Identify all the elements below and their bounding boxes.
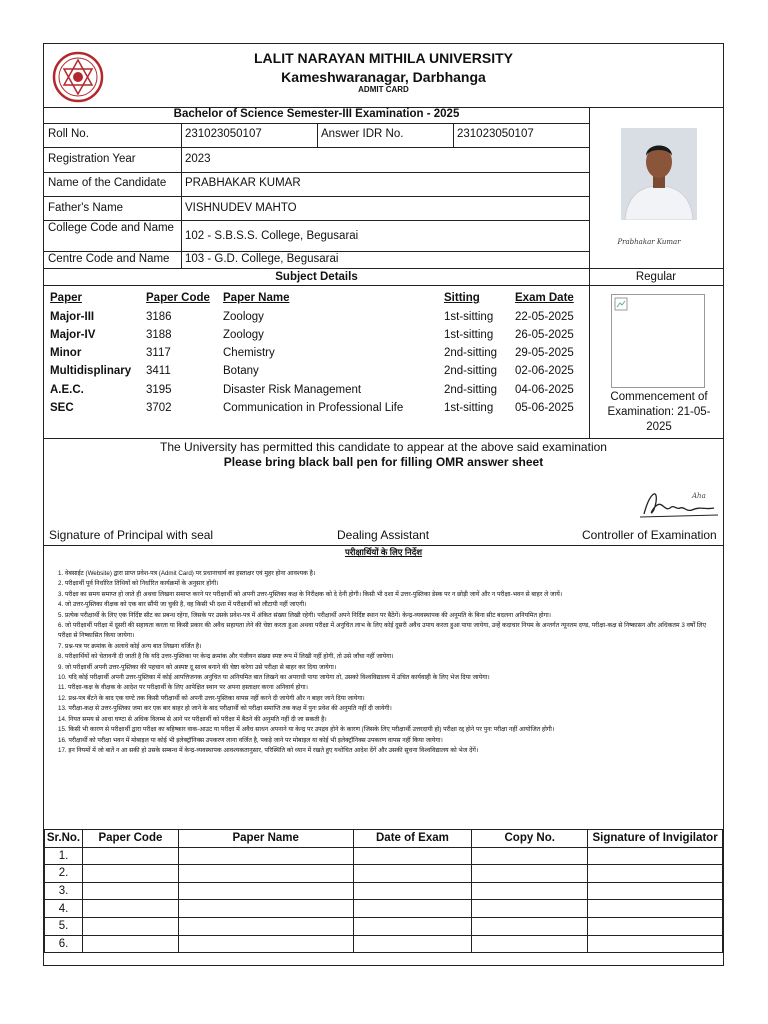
empty-cell: [588, 935, 723, 953]
father-label: Father's Name: [48, 202, 124, 214]
centre-value: 103 - G.D. College, Begusarai: [185, 253, 339, 265]
university-name: LALIT NARAYAN MITHILA UNIVERSITY: [253, 50, 513, 66]
subject-date: 22-05-2025: [515, 311, 574, 323]
instruction-item: 11. परीक्षा-कक्ष के वीक्षक के आदेश पर परीक्षार्थी के लिए आपेक्षित स्थान पर अपना हस्ताक्षर करना अनिवार्य होगा।: [58, 684, 308, 692]
instruction-item: 1. वेबसाईट (Website) द्वारा प्राप्त प्रवेश-पत्र (Admit Card) पर प्रधानाचार्य का हस्ताक्षर एवं मुहर होना आवश्यक है।: [58, 570, 316, 577]
table-row: [45, 847, 723, 865]
roll-value: 231023050107: [185, 128, 262, 140]
permission-notice: The University has permitted this candidate to appear at the above said examination: [160, 440, 607, 454]
table-row: [45, 865, 723, 883]
empty-cell: [588, 917, 723, 935]
instruction-item: 6. जो परीक्षार्थी परीक्षा में दूसरी की सहायता करता या किसी प्रकार की अवैध सहायता लेने की चेष्टा करता हुआ अथवा परीक्षा में अनुचित लाभ के लिए कोई दूसरी अवैध उपाय करता हुआ पाया जायेगा, उन्हें कदाचार नियम के अन्तर्गत न्यूनतम दण्ड, परीक्षा-कक्ष से निष्कासन और अधिकतम 3 वर्षों लिए परीक्षा से निष्कासित किया जायेगा।: [58, 622, 707, 640]
instruction-item: 14. नियत समय से आधा घण्टा से अधिक विलम्ब से आने पर परीक्षार्थी को परीक्षा में बैठने की अनुमति नहीं दी जा सकती है।: [58, 715, 327, 723]
omr-pen-notice: Please bring black ball pen for filling OMR answer sheet: [223, 455, 544, 469]
regyear-label: Registration Year: [48, 153, 136, 165]
admit-card: [43, 43, 724, 966]
candidate-status: Regular: [635, 271, 677, 283]
sr-no-cell: 6.: [45, 935, 83, 953]
name-label: Name of the Candidate: [48, 177, 167, 189]
sr-no-cell: 2.: [45, 865, 83, 883]
regyear-value: 2023: [185, 153, 211, 165]
centre-label: Centre Code and Name: [48, 253, 170, 265]
subject-details-heading: Subject Details: [275, 271, 358, 283]
subject-sitting: 2nd-sitting: [444, 384, 498, 396]
grid-line: [44, 268, 723, 269]
grid-line: [181, 123, 182, 268]
candidate-signature: [599, 232, 699, 254]
instruction-item: 10. यदि कोई परीक्षार्थी अपनी उत्तर-पुस्तिका में कोई आपत्तिजनक अनुचित या अनियमित बात लिखने का अपराधी पाया जायेगा तो, उसको विश्वविद्यालय में उचित कार्यवाही के लिए भेज दिया जायेगा।: [58, 674, 490, 682]
subject-code: 3195: [146, 384, 172, 396]
subject-name: Chemistry: [223, 347, 275, 359]
subject-paper: SEC: [50, 402, 74, 414]
instruction-item: 8. परीक्षार्थियों को चेतावनी दी जाती है कि यदि उत्तर-पुस्तिका पर केन्द्र क्रमांक और पंजीयन संख्या स्पष्ट रूप में लिखी नहीं होगी, तो उसे जाँचा नहीं जायेगा।: [58, 653, 394, 661]
subject-paper: Major-IV: [50, 329, 96, 341]
col-paper-name: Paper Name: [178, 830, 353, 848]
empty-cell: [82, 882, 178, 900]
col-paper-code: Paper Code: [146, 292, 210, 304]
grid-line: [453, 123, 454, 147]
subject-sitting: 1st-sitting: [444, 402, 494, 414]
col-paper-name: Paper Name: [223, 292, 290, 304]
empty-cell: [588, 900, 723, 918]
empty-cell: [353, 882, 472, 900]
empty-cell: [353, 847, 472, 865]
grid-line: [44, 172, 589, 173]
controller-signature: [634, 484, 724, 524]
invigilator-table: [44, 829, 723, 953]
empty-cell: [178, 865, 353, 883]
instruction-item: 17. इन नियमों में जो बातें न आ सकी हो उसके सम्बन्ध में केन्द्र-व्यवस्थापक आवश्यकतानुसार, परिस्थिति को ध्यान में रखते हुए यथोचित आदेश देंगें और उसकी सूचना विश्वविद्यालय को भेज देंगें।: [58, 746, 479, 754]
instruction-item: 15. किसी भी कारण से परीक्षार्थी द्वारा परीक्षा का बहिष्कार वाक-आउट या परीक्षा में अवैध साधन अपनाने या केन्द्र पर उपद्रव होने के कारण (जिसके लिए परीक्षार्थी उत्तरदायी हो) परीक्षा रद्द होने पर पुनः परीक्षा नहीं आयोजित होगी।: [58, 726, 555, 734]
university-location: Kameshwaranagar, Darbhanga: [281, 69, 486, 85]
subject-code: 3411: [146, 365, 171, 377]
empty-cell: [353, 865, 472, 883]
empty-cell: [353, 935, 472, 953]
candidate-signature-text: Prabhakar Kumar: [617, 238, 681, 246]
sr-no-cell: 1.: [45, 847, 83, 865]
empty-cell: [472, 865, 588, 883]
candidate-photo: [621, 128, 697, 220]
subject-name: Disaster Risk Management: [223, 384, 362, 396]
subject-date: 29-05-2025: [515, 347, 574, 359]
subject-name: Botany: [223, 365, 259, 377]
empty-cell: [472, 882, 588, 900]
idr-label: Answer IDR No.: [321, 128, 404, 140]
instruction-item: 7. प्रश्न-पत्र पर क्रमांक के अलावे कोई अन्य बात लिखना वर्जित है।: [58, 642, 202, 650]
empty-cell: [353, 900, 472, 918]
empty-cell: [472, 900, 588, 918]
subject-date: 05-06-2025: [515, 402, 574, 414]
document-type: ADMIT CARD: [358, 85, 409, 94]
empty-cell: [178, 900, 353, 918]
sr-no-cell: 4.: [45, 900, 83, 918]
subject-paper: Major-III: [50, 311, 95, 323]
empty-cell: [472, 917, 588, 935]
instructions-title: परीक्षार्थियों के लिए निर्देश: [344, 547, 423, 557]
empty-cell: [82, 865, 178, 883]
exam-title: Bachelor of Science Semester-III Examination - 2025: [173, 108, 460, 120]
subject-date: 02-06-2025: [515, 365, 574, 377]
grid-line: [44, 545, 723, 546]
grid-line: [589, 285, 590, 438]
empty-cell: [588, 847, 723, 865]
subject-paper: A.E.C.: [50, 384, 84, 396]
instruction-item: 13. परीक्षा-कक्ष से उत्तर-पुस्तिका जमा कर एक बार बाहर हो जाने के बाद परीक्षार्थी को परीक्षा समाप्ति तक कक्ष में पुनः प्रवेश की अनुमति नहीं दी जायेगी।: [58, 705, 392, 713]
grid-line: [44, 196, 589, 197]
subject-paper: Multidisplinary: [50, 365, 132, 377]
col-exam-date: Exam Date: [515, 292, 574, 304]
empty-cell: [178, 847, 353, 865]
controller-signature-text: Aha: [692, 492, 706, 500]
subject-name: Zoology: [223, 311, 264, 323]
col-signature-invigilator: Signature of Invigilator: [588, 830, 723, 848]
sr-no-cell: 5.: [45, 917, 83, 935]
subject-sitting: 1st-sitting: [444, 329, 494, 341]
empty-cell: [82, 935, 178, 953]
controller-label: Controller of Examination: [582, 528, 717, 542]
empty-cell: [82, 917, 178, 935]
col-paper: Paper: [50, 292, 82, 304]
empty-cell: [82, 847, 178, 865]
principal-signature-label: Signature of Principal with seal: [49, 528, 214, 542]
instruction-item: 3. परीक्षा का समय समाप्त हो जाते ही अथवा लिखना समाप्त करने पर परीक्षार्थी को अपनी उत्तर-पुस्तिका कक्ष के निरीक्षक को दे देनी होगी। किसी भी दशा में उत्तर-पुस्तिका डेस्क पर न छोड़ी जायें और न परीक्षा-भवन से बाहर ले जायें।: [58, 590, 563, 598]
subject-paper: Minor: [50, 347, 82, 359]
empty-cell: [588, 882, 723, 900]
instruction-item: 12. प्रश्न-पत्र बँटने के बाद एक घण्टे तक किसी परीक्षार्थी को अपनी उत्तर-पुस्तिका वापस नहीं करने दी जायेगी और न बाहर जाने दिया जायेगा।: [58, 694, 365, 702]
college-label: College Code and Name: [48, 222, 174, 234]
subject-code: 3186: [146, 311, 172, 323]
header: [44, 44, 723, 108]
subject-date: 04-06-2025: [515, 384, 574, 396]
grid-line: [44, 251, 589, 252]
grid-line: [44, 285, 723, 286]
empty-cell: [82, 900, 178, 918]
invigilator-header-row: [45, 830, 723, 848]
col-date-of-exam: Date of Exam: [353, 830, 472, 848]
col-sitting: Sitting: [444, 292, 480, 304]
col-paper-code: Paper Code: [82, 830, 178, 848]
grid-line: [44, 147, 589, 148]
grid-line: [44, 438, 723, 439]
col-sr-no: Sr.No.: [45, 830, 83, 848]
empty-cell: [472, 935, 588, 953]
subject-date: 26-05-2025: [515, 329, 574, 341]
table-row: [45, 917, 723, 935]
instructions-list: [58, 569, 718, 756]
instruction-item: 2. परीक्षार्थी पूर्व निर्धारित तिथियों को निर्धारित कार्यक्रमों के अनुसार होंगी।: [58, 580, 219, 588]
dealing-assistant-label: Dealing Assistant: [337, 528, 430, 542]
subject-code: 3188: [146, 329, 172, 341]
subject-name: Communication in Professional Life: [223, 402, 404, 414]
subject-sitting: 2nd-sitting: [444, 365, 498, 377]
father-value: VISHNUDEV MAHTO: [185, 202, 297, 214]
empty-cell: [178, 935, 353, 953]
table-row: [45, 900, 723, 918]
instruction-item: 4. जो उत्तर-पुस्तिका वीक्षक को एक बार सौंपी जा चुकी है, वह किसी भी दशा में परीक्षार्थी को लौटायी नहीं जाएगी।: [58, 601, 307, 609]
name-value: PRABHAKAR KUMAR: [185, 177, 301, 189]
broken-image-icon: [611, 294, 705, 388]
instruction-item: 5. प्रत्येक परीक्षार्थी के लिए एक निर्दिष्ट सीट का प्रबन्ध रहेगा, जिसके पर उसके प्रवेश-पत्र में अंकित संख्या लिखी रहेगी। परीक्षार्थी अपने निर्दिष्ट स्थान पर बैठेंगें। केन्द्र-व्यवस्थापक की अनुमति के बिना सीट बदलना अनियमित होगा।: [58, 611, 552, 619]
subject-sitting: 1st-sitting: [444, 311, 494, 323]
subject-name: Zoology: [223, 329, 264, 341]
empty-cell: [588, 865, 723, 883]
grid-line: [317, 123, 318, 147]
col-copy-no: Copy No.: [472, 830, 588, 848]
table-row: [45, 882, 723, 900]
empty-cell: [178, 917, 353, 935]
instruction-item: 16. परीक्षार्थी को परीक्षा भवन में मोबाइल या कोई भी इलेक्ट्रॉनिक्स उपकरण लाना वर्जित है, पकड़े जाने पर मोबाइल या कोई भी इलेक्ट्रॉनिक्स उपकरण वापस नहीं किया जायेगा।: [58, 736, 443, 744]
commencement-date: Commencement of Examination: 21-05-2025: [607, 391, 711, 433]
college-value: 102 - S.B.S.S. College, Begusarai: [185, 230, 359, 242]
table-row: [45, 935, 723, 953]
instruction-item: 9. जो परीक्षार्थी अपनी उत्तर-पुस्तिका की पहचान को अस्पष्ट दू साध्य बनाने की चेष्टा करेगा उसे परीक्षा से बाहर कर दिया जायेगा।: [58, 663, 337, 671]
subject-code: 3117: [146, 347, 171, 359]
empty-cell: [178, 882, 353, 900]
sr-no-cell: 3.: [45, 882, 83, 900]
subject-code: 3702: [146, 402, 172, 414]
idr-value: 231023050107: [457, 128, 534, 140]
empty-cell: [472, 847, 588, 865]
empty-cell: [353, 917, 472, 935]
grid-line: [589, 107, 590, 285]
roll-label: Roll No.: [48, 128, 89, 140]
subject-sitting: 2nd-sitting: [444, 347, 498, 359]
